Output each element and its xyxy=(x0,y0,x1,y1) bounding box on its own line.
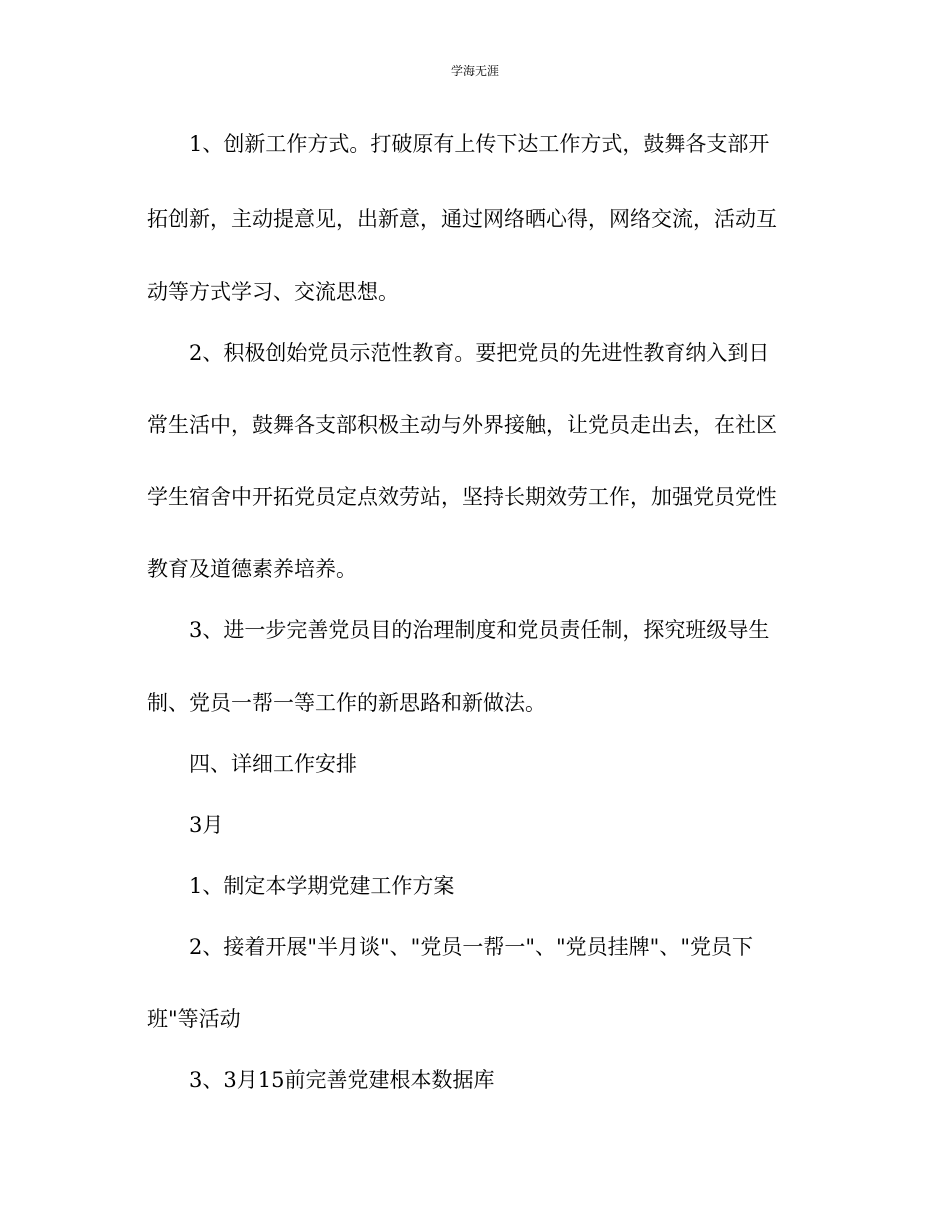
paragraph-line: 拓创新，主动提意见，出新意，通过网络晒心得，网络交流，活动互 xyxy=(147,207,777,231)
paragraph-line: 班"等活动 xyxy=(147,1007,241,1031)
page-header: 学海无涯 xyxy=(450,64,499,78)
paragraph-line: 2、积极创始党员示范性教育。要把党员的先进性教育纳入到日 xyxy=(189,341,770,365)
paragraph-line: 学生宿舍中开拓党员定点效劳站，坚持长期效劳工作，加强党员党性 xyxy=(147,485,777,509)
paragraph-line: 教育及道德素养培养。 xyxy=(147,557,357,581)
paragraph-line: 3、进一步完善党员目的治理制度和党员责任制，探究班级导生 xyxy=(189,618,770,642)
paragraph-line: 1、创新工作方式。打破原有上传下达工作方式，鼓舞各支部开 xyxy=(189,132,770,156)
paragraph-line: 制、党员一帮一等工作的新思路和新做法。 xyxy=(147,691,546,715)
paragraph-line: 2、接着开展"半月谈"、"党员一帮一"、"党员挂牌"、"党员下 xyxy=(189,935,753,959)
paragraph-line: 3、3月15前完善党建根本数据库 xyxy=(189,1068,495,1092)
paragraph-line: 常生活中，鼓舞各支部积极主动与外界接触，让党员走出去，在社区 xyxy=(147,413,777,437)
paragraph-line: 1、制定本学期党建工作方案 xyxy=(189,874,455,898)
section-heading: 四、详细工作安排 xyxy=(189,752,357,776)
month-heading: 3月 xyxy=(189,813,224,837)
paragraph-line: 动等方式学习、交流思想。 xyxy=(147,280,399,304)
